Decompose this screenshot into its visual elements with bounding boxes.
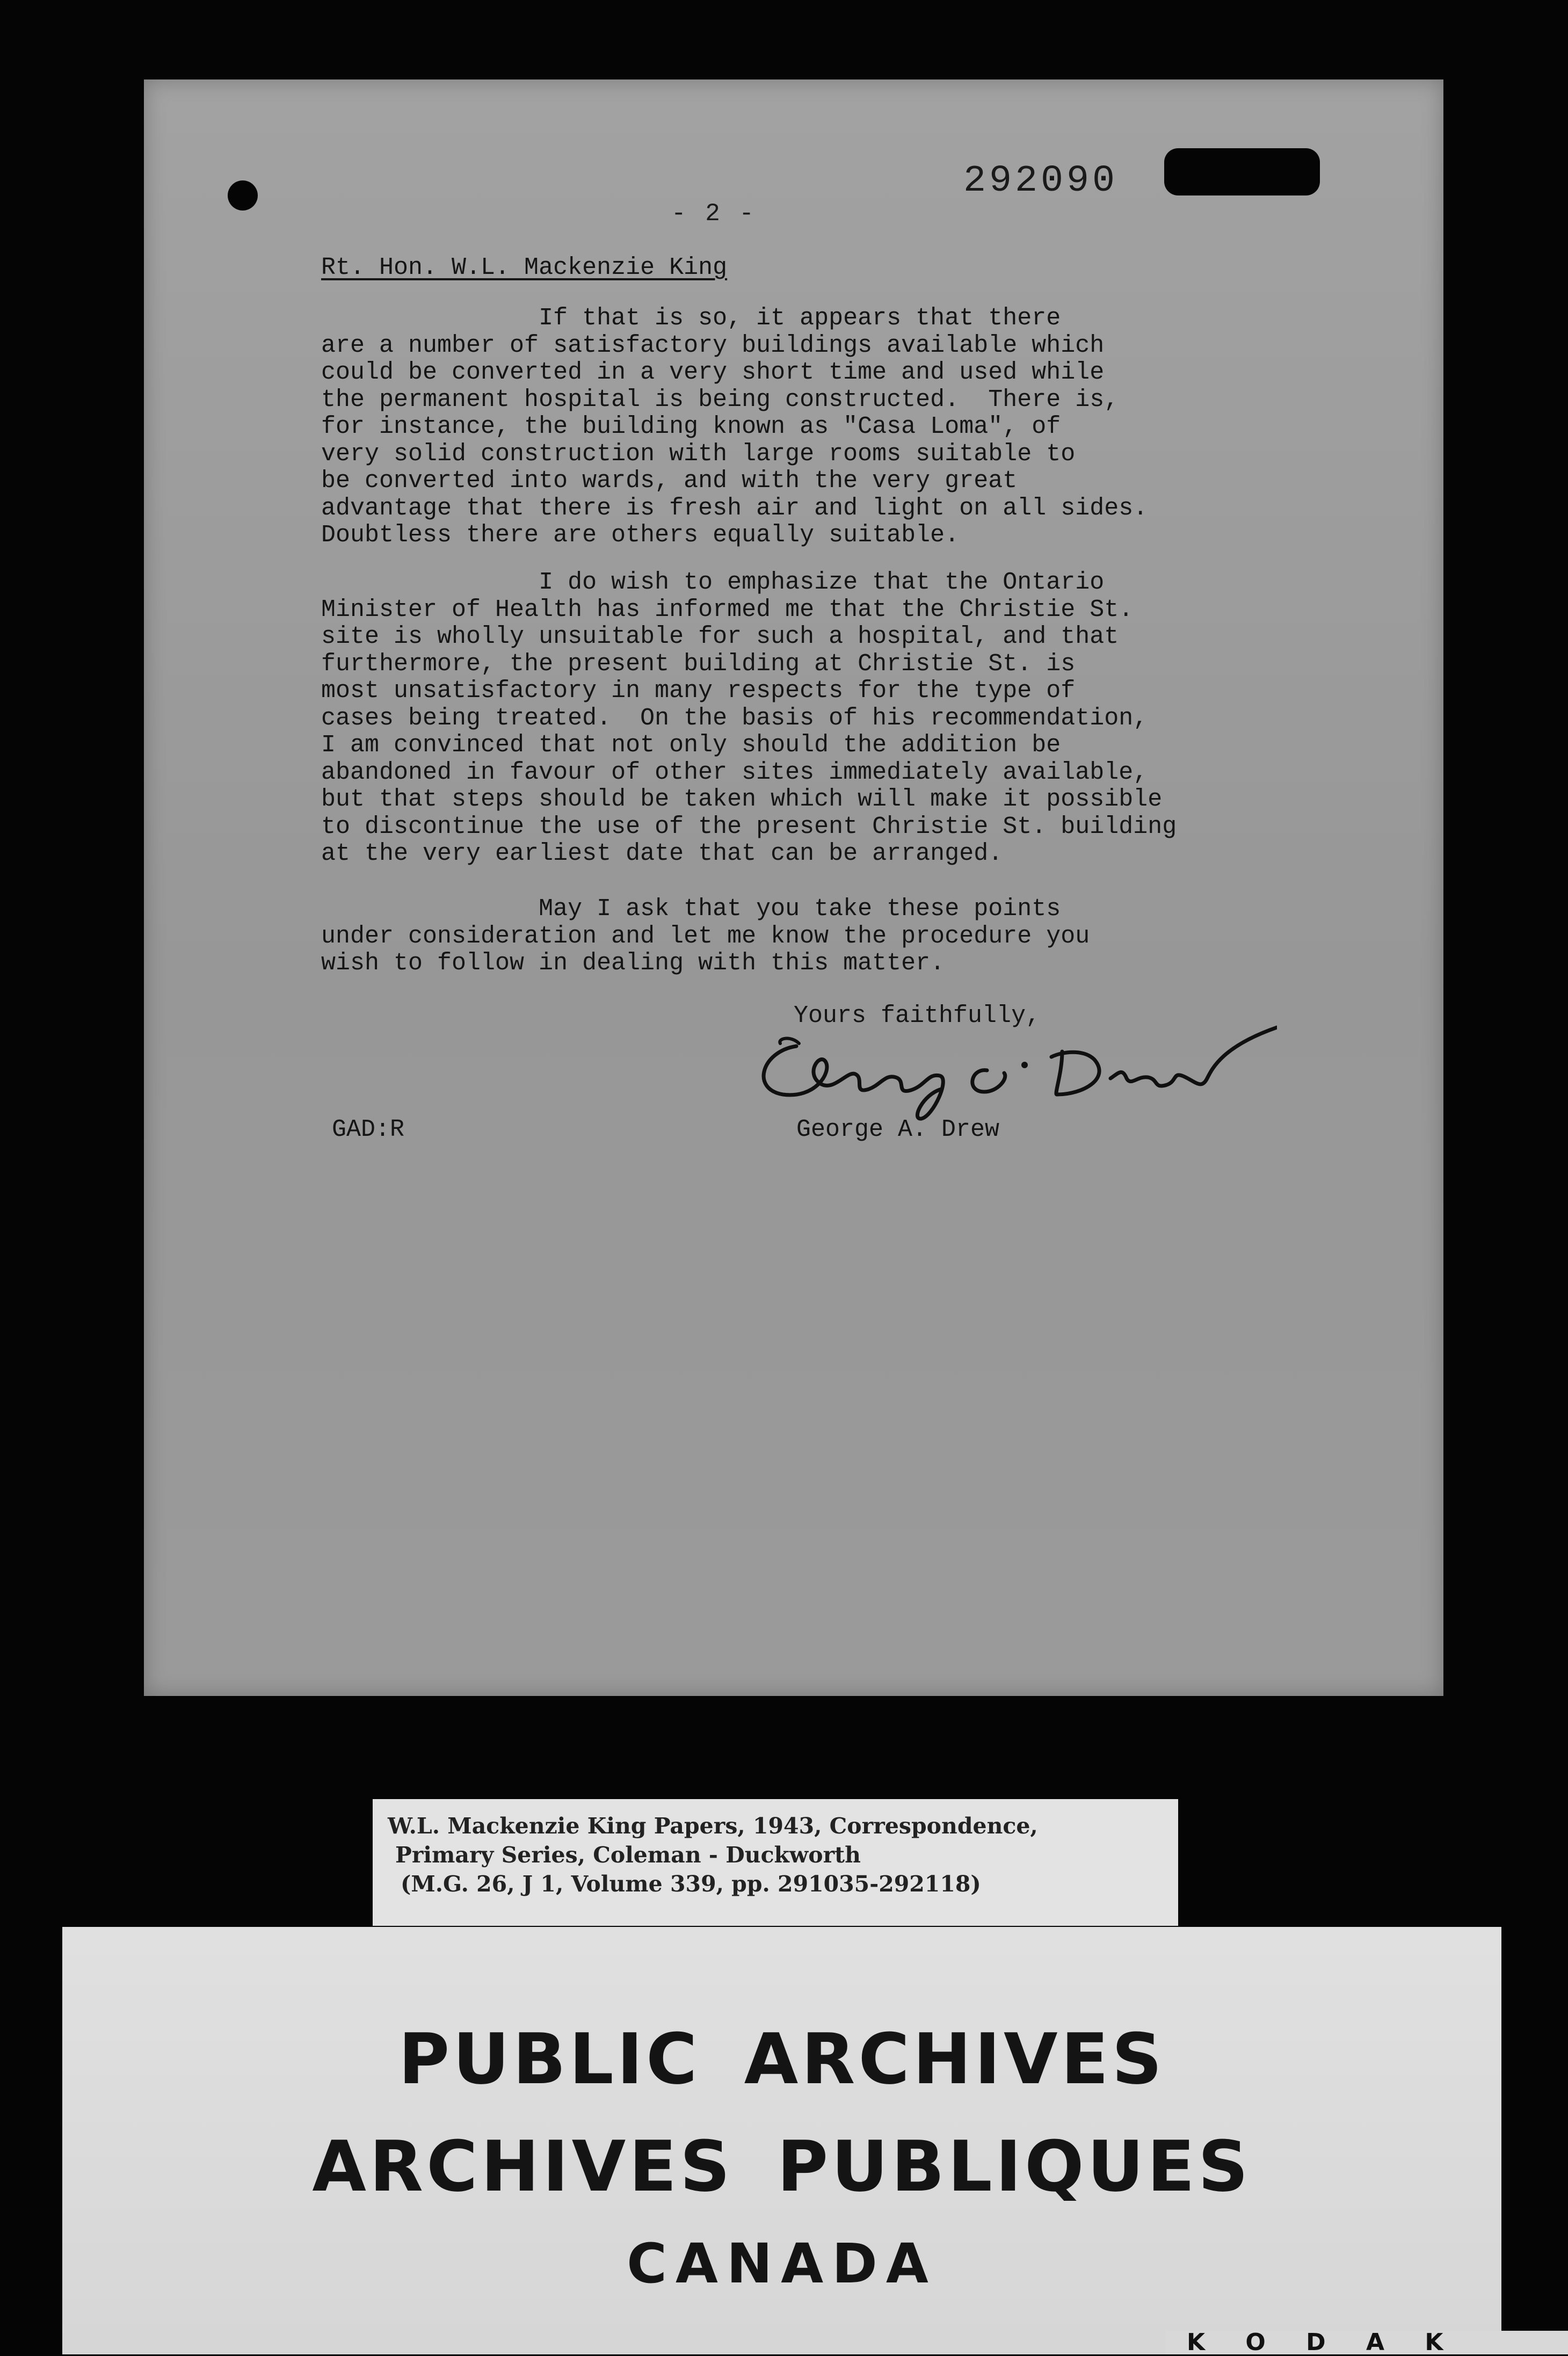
archives-country: CANADA [627,2232,937,2296]
document-number: 292090 [963,160,1119,202]
letter-paragraph-3: May I ask that you take these points under consideration and let me know the procedure you wish to follow in dealing with this matter. [321,895,1090,977]
page-number: - 2 - [671,200,757,228]
film-edge-strip [1165,2331,1568,2354]
redaction-mark [1164,148,1320,195]
letter-paragraph-1: If that is so, it appears that there are a number of satisfactory buildings available which could be converted in a very short time and used while the permanent hospital is being constructed. There is, for instance, the building known as "Casa Loma", of very solid construction with large rooms suitable to be converted into wards, and with the very great advantage that there is fresh air and light on all sides. Doubtless there are others equally suitable. [321,305,1148,549]
letter-page [144,79,1443,1696]
citation-line-2: Primary Series, Coleman - Duckworth [395,1842,861,1868]
film-edge-text: K O D A K [1187,2329,1460,2356]
handwritten-signature [740,1014,1277,1127]
archives-title-english: PUBLIC ARCHIVES [398,2018,1166,2100]
archives-card [62,1927,1501,2354]
typist-initials: GAD:R [332,1116,405,1143]
recipient-line: Rt. Hon. W.L. Mackenzie King [321,254,728,281]
citation-line-3: (M.G. 26, J 1, Volume 339, pp. 291035-292118) [401,1871,981,1897]
closing-salutation: Yours faithfully, [794,1002,1041,1030]
citation-line-1: W.L. Mackenzie King Papers, 1943, Correspondence, [388,1813,1038,1839]
punch-hole [228,180,258,211]
citation-label [373,1799,1178,1926]
signer-name: George A. Drew [796,1116,1000,1143]
archives-title-french: ARCHIVES PUBLIQUES [312,2126,1252,2207]
letter-paragraph-2: I do wish to emphasize that the Ontario Minister of Health has informed me that the Christie St. site is wholly unsuitable for such a hospital, and that furthermore, the present building at Christie St. is most unsatisfactory in many respects for the type of cases being treated. On the basis of his recommendation, I am convinced that not only should the addition be abandoned in favour of other sites immediately available, but that steps should be taken which will make it possible to discontinue the use of the present Christie St. building at the very earliest date that can be arranged. [321,569,1177,867]
